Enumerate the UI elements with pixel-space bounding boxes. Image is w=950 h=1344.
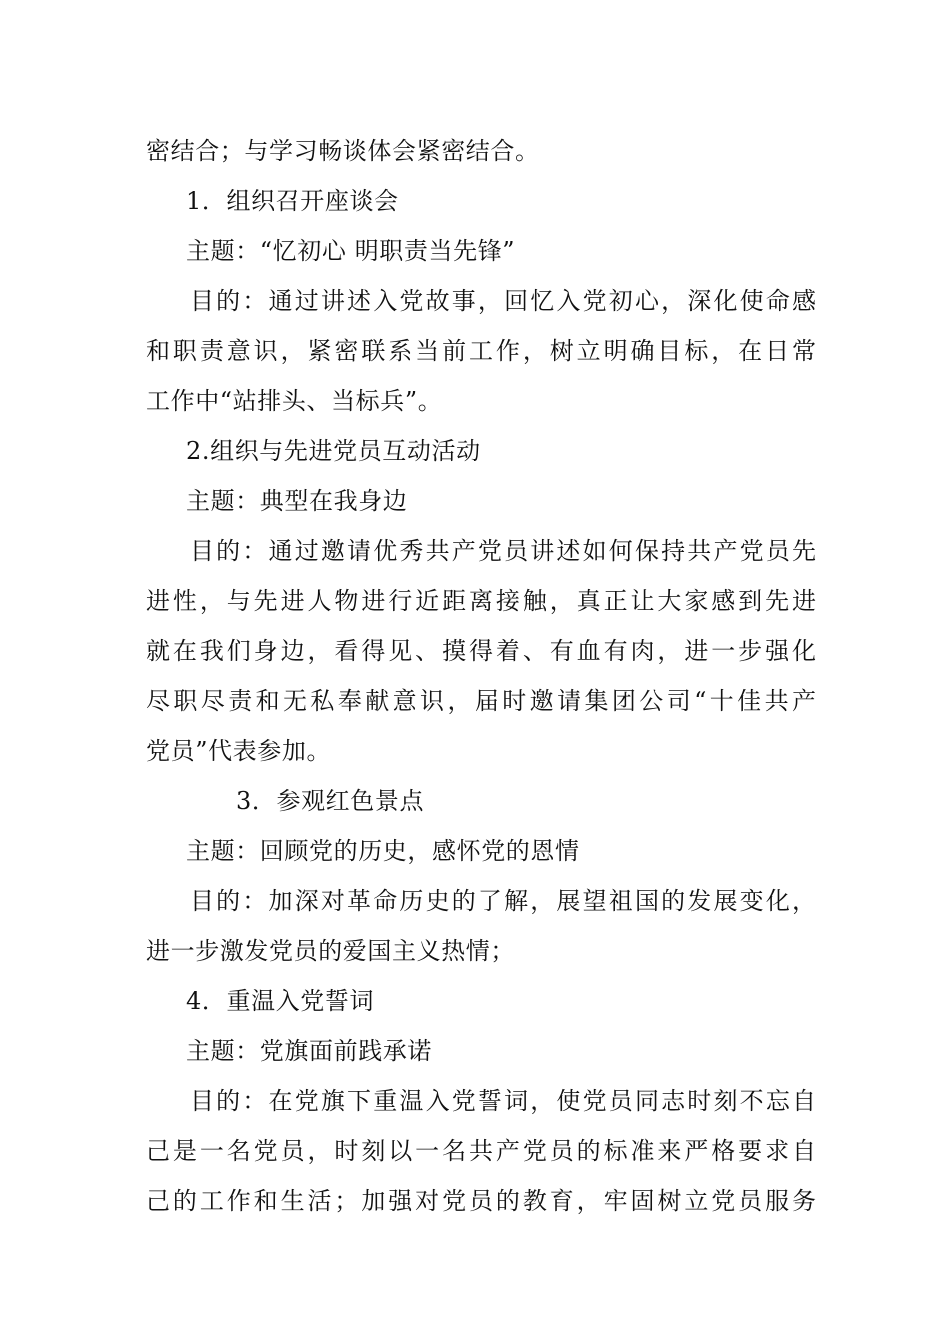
paragraph-line: 密结合；与学习畅谈体会紧密结合。	[146, 137, 540, 165]
paragraph-line: 己是一名党员，时刻以一名共产党员的标准来严格要求自	[146, 1137, 816, 1165]
section-heading-2: 2.组织与先进党员互动活动	[186, 437, 481, 465]
theme-line-3: 主题：回顾党的历史，感怀党的恩情	[186, 837, 580, 865]
theme-line-1: 主题：“忆初心 明职责当先锋”	[186, 237, 516, 265]
section-heading-1: 1．组织召开座谈会	[186, 187, 399, 215]
section-heading-4: 4．重温入党誓词	[186, 987, 375, 1015]
paragraph-line: 进性，与先进人物进行近距离接触，真正让大家感到先进	[146, 587, 816, 615]
paragraph-line: 和职责意识，紧密联系当前工作，树立明确目标，在日常	[146, 337, 816, 365]
purpose-line-4: 目的：在党旗下重温入党誓词，使党员同志时刻不忘自	[190, 1087, 816, 1115]
paragraph-line: 己的工作和生活；加强对党员的教育，牢固树立党员服务	[146, 1187, 816, 1215]
purpose-line-3: 目的：加深对革命历史的了解，展望祖国的发展变化，	[190, 887, 816, 915]
purpose-line-1: 目的：通过讲述入党故事，回忆入党初心，深化使命感	[190, 287, 816, 315]
paragraph-line: 尽职尽责和无私奉献意识，届时邀请集团公司“十佳共产	[146, 687, 816, 715]
theme-line-2: 主题：典型在我身边	[186, 487, 408, 515]
theme-line-4: 主题：党旗面前践承诺	[186, 1037, 432, 1065]
section-heading-3: 3．参观红色景点	[236, 787, 425, 815]
paragraph-line: 党员”代表参加。	[146, 737, 332, 765]
purpose-line-2: 目的：通过邀请优秀共产党员讲述如何保持共产党员先	[190, 537, 816, 565]
paragraph-line: 工作中“站排头、当标兵”。	[146, 387, 443, 415]
paragraph-line: 就在我们身边，看得见、摸得着、有血有肉，进一步强化	[146, 637, 816, 665]
paragraph-line: 进一步激发党员的爱国主义热情；	[146, 937, 515, 965]
